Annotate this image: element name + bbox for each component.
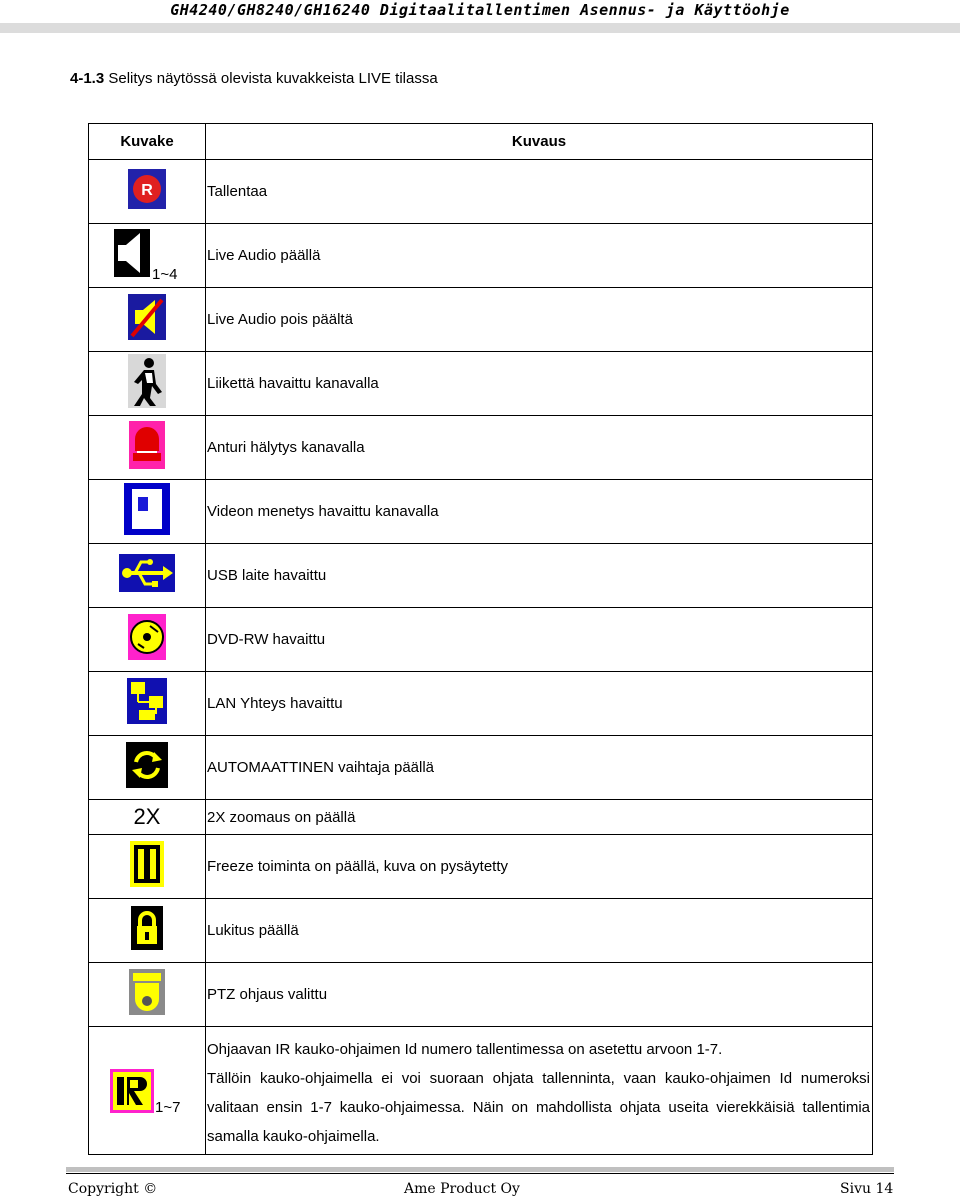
ir-description [207, 1031, 872, 1151]
footer-page-number: Sivu 14 [840, 1181, 894, 1197]
usb-icon [119, 554, 175, 597]
speaker-icon [114, 229, 150, 282]
table-row [89, 416, 873, 480]
row-description: Anturi hälytys kanavalla [206, 416, 873, 480]
table-row [89, 224, 873, 288]
row-description: Live Audio päällä [206, 224, 873, 288]
row-description: Live Audio pois päältä [206, 288, 873, 352]
lan-icon [127, 678, 167, 729]
speaker-muted-icon [128, 294, 166, 345]
column-header-description: Kuvaus [206, 124, 873, 160]
footer-company: Ame Product Oy [404, 1181, 520, 1197]
ptz-icon [129, 969, 165, 1020]
ir-description-line: Ohjaavan IR kauko-ohjaimen Id numero tallentimessa on asetettu arvoon 1-7. [207, 1040, 723, 1058]
row-description: Lukitus päällä [206, 899, 873, 963]
section-number: 4-1.3 [70, 70, 105, 87]
header-rule [0, 23, 960, 33]
row-description: Freeze toiminta on päällä, kuva on pysäytetty [206, 835, 873, 899]
freeze-icon [130, 841, 164, 892]
footer-rule-thin [66, 1173, 894, 1174]
table-row [89, 608, 873, 672]
table-row [89, 544, 873, 608]
zoom-2x-label: 2X [133, 804, 161, 829]
table-row [89, 672, 873, 736]
svg-text:R: R [141, 182, 153, 199]
section-heading [70, 70, 438, 88]
lock-icon [131, 906, 163, 955]
row-description: 2X zoomaus on päällä [206, 800, 873, 835]
row-description: Liikettä havaittu kanavalla [206, 352, 873, 416]
column-header-icon: Kuvake [89, 124, 206, 160]
motion-person-icon [128, 354, 166, 413]
record-icon [128, 169, 166, 214]
table-row [89, 288, 873, 352]
video-loss-icon [124, 483, 170, 540]
auto-switch-icon [126, 742, 168, 793]
row-description: Tallentaa [206, 160, 873, 224]
icon-table [88, 123, 873, 1155]
table-row [89, 160, 873, 224]
ir-description-paragraph: Tällöin kauko-ohjaimella ei voi suoraan ohjata tallenninta, vaan kauko-ohjaimen Id numeroksi valitaan ensin 1-7 kauko-ohjaimessa. Näin on mahdollista ohjata useita vierekkäisiä tallentimia samalla kauko-ohjaimella. [207, 1069, 870, 1145]
table-row [89, 1027, 873, 1155]
table-row [89, 352, 873, 416]
table-row [89, 800, 873, 835]
row-description: AUTOMAATTINEN vaihtaja päällä [206, 736, 873, 800]
table-row [89, 480, 873, 544]
ir-icon [110, 1069, 154, 1118]
alarm-siren-icon [129, 421, 165, 474]
row-description: USB laite havaittu [206, 544, 873, 608]
row-description: Videon menetys havaittu kanavalla [206, 480, 873, 544]
row-description: DVD-RW havaittu [206, 608, 873, 672]
row-description: PTZ ohjaus valittu [206, 963, 873, 1027]
table-row [89, 963, 873, 1027]
table-row [89, 835, 873, 899]
table-row [89, 736, 873, 800]
document-title: GH4240/GH8240/GH16240 Digitaalitallentimen Asennus- ja Käyttöohje [170, 1, 790, 19]
table-row [89, 899, 873, 963]
row-description: LAN Yhteys havaittu [206, 672, 873, 736]
ir-id-range-label: 1~7 [155, 1099, 181, 1116]
footer-rule [66, 1167, 894, 1172]
dvd-icon [128, 614, 166, 665]
section-title: Selitys näytössä olevista kuvakkeista LIVE tilassa [108, 70, 438, 87]
channel-range-label: 1~4 [152, 266, 178, 283]
footer-copyright: Copyright © [68, 1181, 158, 1197]
